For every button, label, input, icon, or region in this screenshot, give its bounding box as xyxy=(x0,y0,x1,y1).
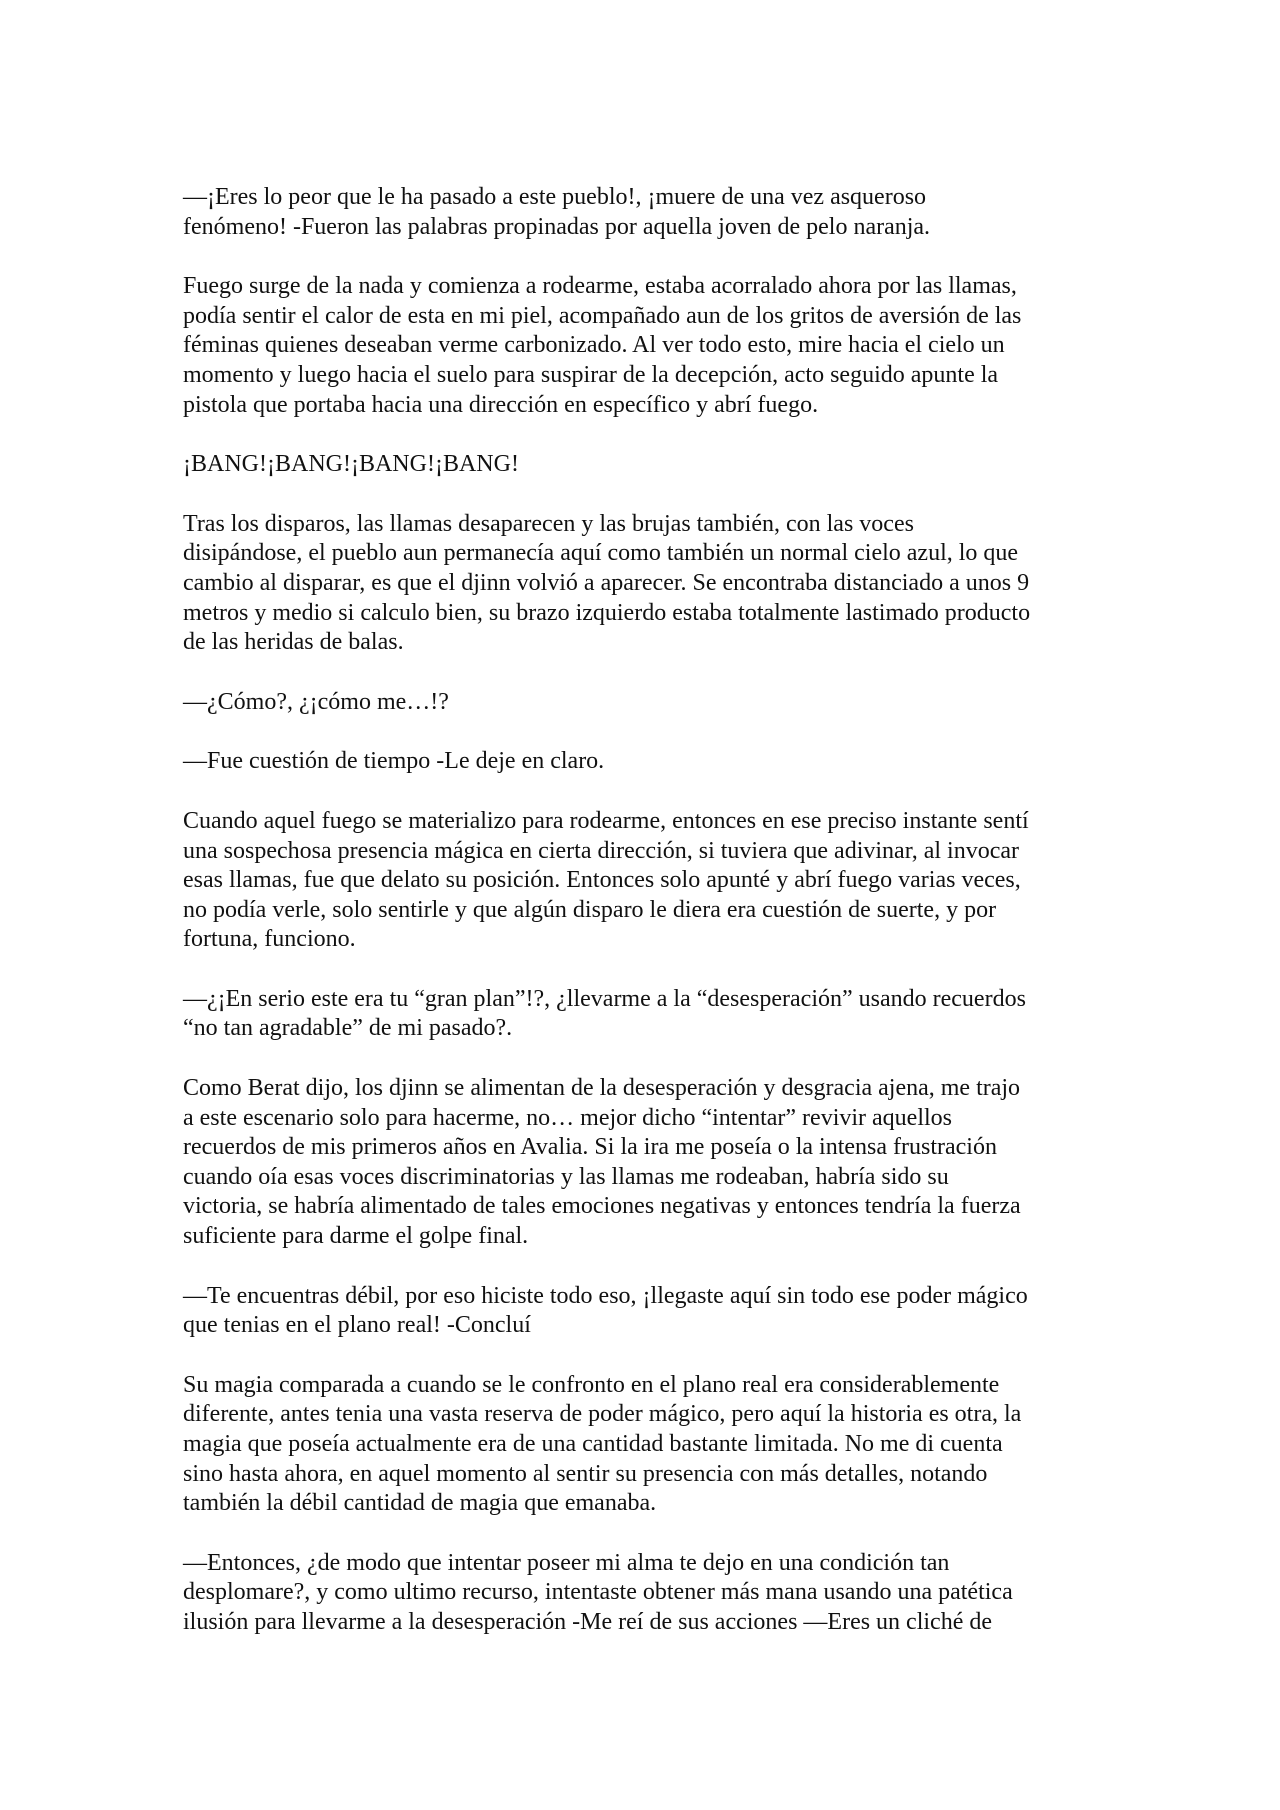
paragraph xyxy=(183,747,1103,777)
text-line: suficiente para darme el golpe final. xyxy=(183,1223,529,1250)
text-line: pistola que portaba hacia una dirección en específico y abrí fuego. xyxy=(183,391,819,418)
text-line: victoria, se habría alimentado de tales emociones negativas y entonces tendría la fuerza xyxy=(183,1193,1021,1220)
text-line: ilusión para llevarme a la desesperación -Me reí de sus acciones —Eres un cliché de xyxy=(183,1608,993,1635)
paragraph xyxy=(183,450,1103,480)
text-line: a este escenario solo para hacerme, no… mejor dicho “intentar” revivir aquellos xyxy=(183,1104,953,1131)
text-line: momento y luego hacia el suelo para suspirar de la decepción, acto seguido apunte la xyxy=(183,361,999,388)
text-line: desplomare?, y como ultimo recurso, intentaste obtener más mana usando una patética xyxy=(183,1579,1013,1606)
paragraph xyxy=(183,510,1103,658)
document-page xyxy=(183,183,1103,1668)
text-line: podía sentir el calor de esta en mi piel, acompañado aun de los gritos de aversión de las xyxy=(183,302,1022,329)
paragraph xyxy=(183,183,1103,242)
text-line: cuando oía esas voces discriminatorias y las llamas me rodeaban, habría sido su xyxy=(183,1163,949,1190)
paragraph xyxy=(183,1549,1103,1638)
text-line: que tenias en el plano real! -Concluí xyxy=(183,1312,531,1339)
text-line: Su magia comparada a cuando se le confronto en el plano real era considerablemente xyxy=(183,1371,1000,1398)
text-line: recuerdos de mis primeros años en Avalia. Si la ira me poseía o la intensa frustración xyxy=(183,1134,997,1161)
text-line: sino hasta ahora, en aquel momento al sentir su presencia con más detalles, notando xyxy=(183,1460,988,1487)
text-line: diferente, antes tenia una vasta reserva de poder mágico, pero aquí la historia es otra, la xyxy=(183,1401,1022,1428)
text-line: —¡Eres lo peor que le ha pasado a este pueblo!, ¡muere de una vez asqueroso xyxy=(183,184,927,210)
text-line: —¿Cómo?, ¿¡cómo me…!? xyxy=(183,688,449,715)
text-line: una sospechosa presencia mágica en cierta dirección, si tuviera que adivinar, al invocar xyxy=(183,837,1020,864)
text-line: —Te encuentras débil, por eso hiciste todo eso, ¡llegaste aquí sin todo ese poder mágico xyxy=(183,1282,1028,1309)
paragraph xyxy=(183,985,1103,1044)
text-line: de las heridas de balas. xyxy=(183,629,404,656)
text-line: ¡BANG!¡BANG!¡BANG!¡BANG! xyxy=(183,451,519,478)
text-line: esas llamas, fue que delato su posición. Entonces solo apunté y abrí fuego varias veces, xyxy=(183,867,1021,894)
text-line: también la débil cantidad de magia que emanaba. xyxy=(183,1490,657,1517)
text-line: —Fue cuestión de tiempo -Le deje en claro. xyxy=(183,748,605,775)
text-line: “no tan agradable” de mi pasado?. xyxy=(183,1015,513,1042)
text-line: —Entonces, ¿de modo que intentar poseer mi alma te dejo en una condición tan xyxy=(183,1549,950,1576)
paragraph xyxy=(183,1371,1103,1519)
text-line: Como Berat dijo, los djinn se alimentan de la desesperación y desgracia ajena, me trajo xyxy=(183,1075,1021,1102)
text-line: cambio al disparar, es que el djinn volvió a aparecer. Se encontraba distanciado a unos 9 xyxy=(183,569,1030,596)
paragraph xyxy=(183,1074,1103,1252)
paragraph xyxy=(183,272,1103,420)
text-line: no podía verle, solo sentirle y que algún disparo le diera era cuestión de suerte, y por xyxy=(183,896,997,923)
text-line: féminas quienes deseaban verme carbonizado. Al ver todo esto, mire hacia el cielo un xyxy=(183,332,1005,359)
text-line: —¿¡En serio este era tu “gran plan”!?, ¿llevarme a la “desesperación” usando recuerdos xyxy=(183,985,1026,1012)
text-line: Cuando aquel fuego se materializo para rodearme, entonces en ese preciso instante sentí xyxy=(183,807,1029,834)
text-line: fortuna, funciono. xyxy=(183,926,356,953)
text-line: Tras los disparos, las llamas desaparecen y las brujas también, con las voces xyxy=(183,510,914,537)
text-line: fenómeno! -Fueron las palabras propinadas por aquella joven de pelo naranja. xyxy=(183,213,931,240)
text-line: metros y medio si calculo bien, su brazo izquierdo estaba totalmente lastimado producto xyxy=(183,599,1031,626)
paragraph xyxy=(183,1282,1103,1341)
paragraph xyxy=(183,688,1103,718)
text-line: magia que poseía actualmente era de una cantidad bastante limitada. No me di cuenta xyxy=(183,1431,1003,1457)
paragraph xyxy=(183,807,1103,955)
text-line: disipándose, el pueblo aun permanecía aquí como también un normal cielo azul, lo que xyxy=(183,540,1019,567)
text-line: Fuego surge de la nada y comienza a rodearme, estaba acorralado ahora por las llamas, xyxy=(183,273,1017,300)
